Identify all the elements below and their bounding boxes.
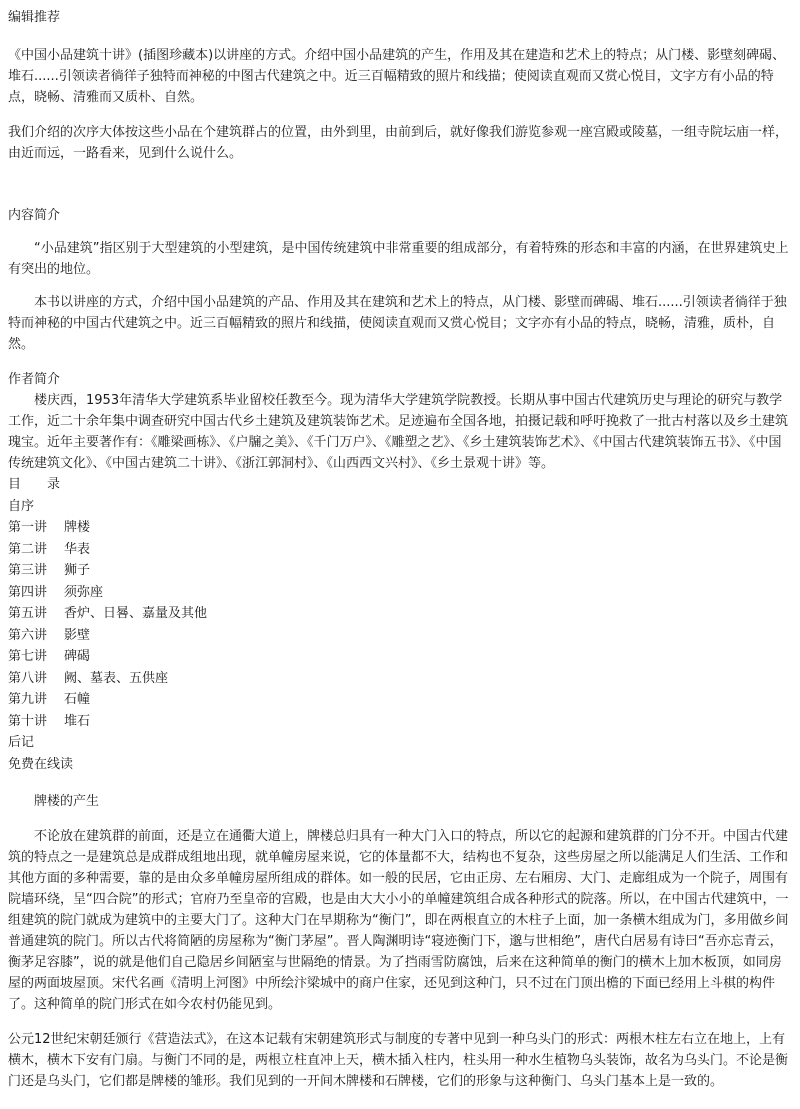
toc-item bbox=[8, 582, 792, 604]
toc-item-number: 第四讲 bbox=[8, 584, 48, 600]
reading-paragraph-2: 公元12世纪宋朝廷颁行《营造法式》，在这本记载有宋朝建筑形式与制度的专著中见到一种乌头门的形式：两根木柱左右立在地上，上有横木，横木下安有门扇。与衡门不同的是，两根立柱直冲上天，横木插入柱内，柱头用一种水生植物乌头装饰，故名为乌头门。不论是衡门还是乌头门，它们都是牌楼的雏形。我们见到的一开间木牌楼和石牌楼，它们的形象与这种衡门、乌头门基本上是一致的。 bbox=[8, 1032, 789, 1089]
toc-item-number: 第一讲 bbox=[8, 520, 48, 535]
toc-item bbox=[8, 539, 792, 561]
editor-recommendation-heading: 编辑推荐 bbox=[8, 10, 61, 25]
spacer bbox=[8, 164, 792, 202]
toc-item bbox=[8, 625, 792, 647]
toc-item-number: 第十讲 bbox=[8, 713, 48, 729]
toc-item-label: 华表 bbox=[64, 541, 91, 557]
toc-item-label: 牌楼 bbox=[64, 520, 91, 535]
toc-item bbox=[8, 668, 792, 690]
summary-heading: 内容简介 bbox=[8, 208, 61, 223]
toc-item-number: 第七讲 bbox=[8, 649, 48, 664]
toc-item-number: 第五讲 bbox=[8, 606, 48, 621]
toc-item-label: 须弥座 bbox=[64, 584, 104, 600]
author-heading: 作者简介 bbox=[8, 372, 61, 387]
toc-item-number: 第二讲 bbox=[8, 541, 48, 557]
toc-item-label: 香炉、日晷、嘉量及其他 bbox=[64, 606, 208, 621]
toc-item-label: 阙、墓表、五供座 bbox=[64, 670, 169, 686]
toc-item-label: 堆石 bbox=[64, 713, 91, 729]
toc-item-number: 第三讲 bbox=[8, 563, 48, 578]
toc-item-number: 第六讲 bbox=[8, 627, 48, 643]
toc-item bbox=[8, 646, 792, 668]
toc-item bbox=[8, 517, 792, 539]
free-read-link[interactable]: 免费在线读 bbox=[8, 756, 74, 772]
toc-afterword: 后记 bbox=[8, 735, 35, 750]
toc-item-label: 石幢 bbox=[64, 692, 91, 707]
toc-preface: 自序 bbox=[8, 498, 35, 514]
toc-item-label: 狮子 bbox=[64, 563, 91, 578]
toc-item-label: 影壁 bbox=[64, 627, 91, 643]
toc-item bbox=[8, 603, 792, 625]
reading-paragraph-1: 不论放在建筑群的前面，还是立在通衢大道上，牌楼总归具有一种大门入口的特点，所以它的起源和建筑群的门分不开。中国古代建筑的特点之一是建筑总是成群成组地出现，就单幢房屋来说，它的体量都不大，结构也不复杂，这些房屋之所以能满足人们生活、工作和其他方面的多种需要，靠的是由众多单幢房屋所组成的群体。如一般的民居，它由正房、左右厢房、大门、走廊组成为一个院子，周围有院墙环绕，呈“四合院”的形式；官府乃至皇帝的宫殿，也是由大大小小的单幢建筑组合成各种形式的院落。所以，在中国古代建筑中，一组建筑的院门就成为建筑中的主要大门了。这种大门在早期称为“衡门”，即在两根直立的木柱子上面，加一条横木组成为门，多用做乡间普通建筑的院门。所以古代将简陋的房屋称为“衡门茅屋”。晋人陶渊明诗“寝迹衡门下，邈与世相绝”，唐代白居易有诗曰“吾亦忘青云，衡茅足容膝”，说的就是他们自己隐居乡间陋室与世隔绝的情景。为了挡雨雪防腐蚀，后来在这种简单的衡门的横木上加木板顶，如同房屋的两面坡屋顶。宋代名画《清明上河图》中所绘汴梁城中的商户住家，还见到这种门，只不过在门顶出檐的下面已经用上斗棋的构件了。这种简单的院门形式在如今农村仍能见到。 bbox=[8, 829, 789, 1012]
toc-item-number: 第九讲 bbox=[8, 692, 48, 707]
author-paragraph: 楼庆西，1953年清华大学建筑系毕业留校任教至今。现为清华大学建筑学院教授。长期从事中国古代建筑历史与理论的研究与教学工作，近二十余年集中调查研究中国古代乡土建筑及建筑装饰艺术。足迹遍布全国各地，拍摄记载和呼吁挽救了一批古村落以及乡土建筑瑰宝。近年主要著作有：《雕梁画栋》、《户牖之美》、《千门万户》、《雕塑之艺》、《乡土建筑装饰艺术》、《中国古代建筑装饰五书》、《中国传统建筑文化》、《中国古建筑二十讲》、《浙江郭洞村》、《山西西文兴村》、《乡土景观十讲》等。 bbox=[8, 393, 789, 471]
editor-recommendation-paragraph-1: 《中国小品建筑十讲》(插图珍藏本)以讲座的方式。介绍中国小品建筑的产生，作用及其在建造和艺术上的特点；从门楼、影壁刻碑碣、堆石......引领读者徜徉子独特而神秘的中图古代建筑之中。近三百幅精致的照片和线描；使阅读直观而又赏心悦目，文字方有小品的特点，晓畅、清雅而又质朴、自然。 bbox=[8, 48, 786, 105]
summary-paragraph-1: “小品建筑”指区别于大型建筑的小型建筑，是中国传统建筑中非常重要的组成部分，有着特殊的形态和丰富的内涵，在世界建筑史上有突出的地位。 bbox=[8, 241, 789, 277]
toc-heading: 目 录 bbox=[8, 477, 61, 492]
toc-item bbox=[8, 689, 792, 711]
toc-item-number: 第八讲 bbox=[8, 670, 48, 686]
toc-item bbox=[8, 560, 792, 582]
table-of-contents bbox=[8, 474, 792, 775]
editor-recommendation-paragraph-2: 我们介绍的次序大体按这些小品在个建筑群占的位置，由外到里，由前到后，就好像我们游览参观一座宫殿或陵墓，一组寺院坛庙一样，由近而远，一路看来，见到什么说什么。 bbox=[8, 125, 789, 161]
toc-item bbox=[8, 711, 792, 733]
toc-item-label: 碑碣 bbox=[64, 649, 91, 664]
reading-section-title: 牌楼的产生 bbox=[34, 794, 100, 809]
summary-paragraph-2: 本书以讲座的方式，介绍中国小品建筑的产品、作用及其在建筑和艺术上的特点，从门楼、影壁而碑碣、堆石......引领读者徜徉于独特而神秘的中国古代建筑之中。近三百幅精致的照片和线描，使阅读直观而又赏心悦目；文字亦有小品的特点，晓畅，清雅，质朴，自然。 bbox=[8, 295, 787, 352]
